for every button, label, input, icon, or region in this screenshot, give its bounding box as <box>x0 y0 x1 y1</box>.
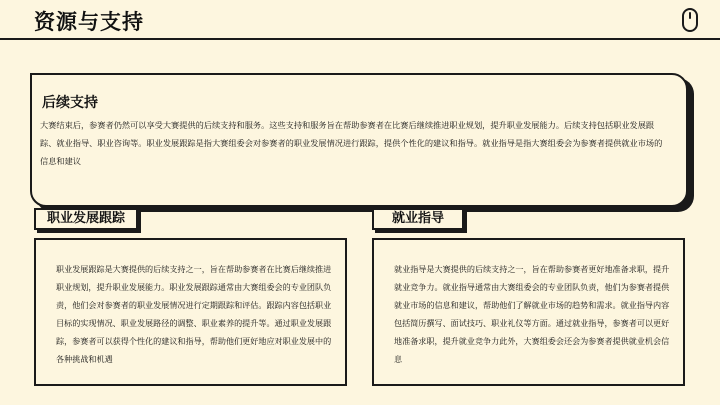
tracking-label-text: 职业发展跟踪 <box>34 208 138 230</box>
tracking-label <box>34 208 138 230</box>
card-face <box>30 73 688 207</box>
page-title: 资源与支持 <box>34 10 144 34</box>
mouse-icon <box>680 6 700 34</box>
tracking-body: 职业发展跟踪是大赛提供的后续支持之一，旨在帮助参赛者在比赛后继续推进职业规划，提升职业发展能力。职业发展跟踪通常由大赛组委会的专业团队负责，他们会对参赛者的职业发展情况进行定期跟踪和评估。跟踪内容包括职业目标的实现情况、职业发展路径的调整、职业素养的提升等。通过职业发展跟踪，参赛者可以获得个性化的建议和指导，帮助他们更好地应对职业发展中的各种挑战和机遇 <box>56 264 332 364</box>
header-bar <box>0 0 720 40</box>
guidance-label <box>372 208 464 230</box>
guidance-box <box>372 238 685 386</box>
tracking-box <box>34 238 347 386</box>
support-card <box>30 73 688 207</box>
support-title: 后续支持 <box>42 95 98 111</box>
guidance-label-text: 就业指导 <box>372 208 464 230</box>
support-body: 大赛结束后，参赛者仍然可以享受大赛提供的后续支持和服务。这些支持和服务旨在帮助参赛者在比赛后继续推进职业规划，提升职业发展能力。后续支持包括职业发展跟踪、就业指导、职业咨询等。职业发展跟踪是指大赛组委会对参赛者的职业发展情况进行跟踪，提供个性化的建议和指导。就业指导是指大赛组委会为参赛者提供就业市场的信息和建议 <box>40 120 663 166</box>
guidance-body: 就业指导是大赛提供的后续支持之一，旨在帮助参赛者更好地准备求职，提升就业竞争力。就业指导通常由大赛组委会的专业团队负责，他们为参赛者提供就业市场的信息和建议，帮助他们了解就业市场的趋势和需求。就业指导内容包括简历撰写、面试技巧、职业礼仪等方面。通过就业指导，参赛者可以更好地准备求职，提升就业竞争力此外，大赛组委会还会为参赛者提供就业机会信息 <box>394 264 670 364</box>
